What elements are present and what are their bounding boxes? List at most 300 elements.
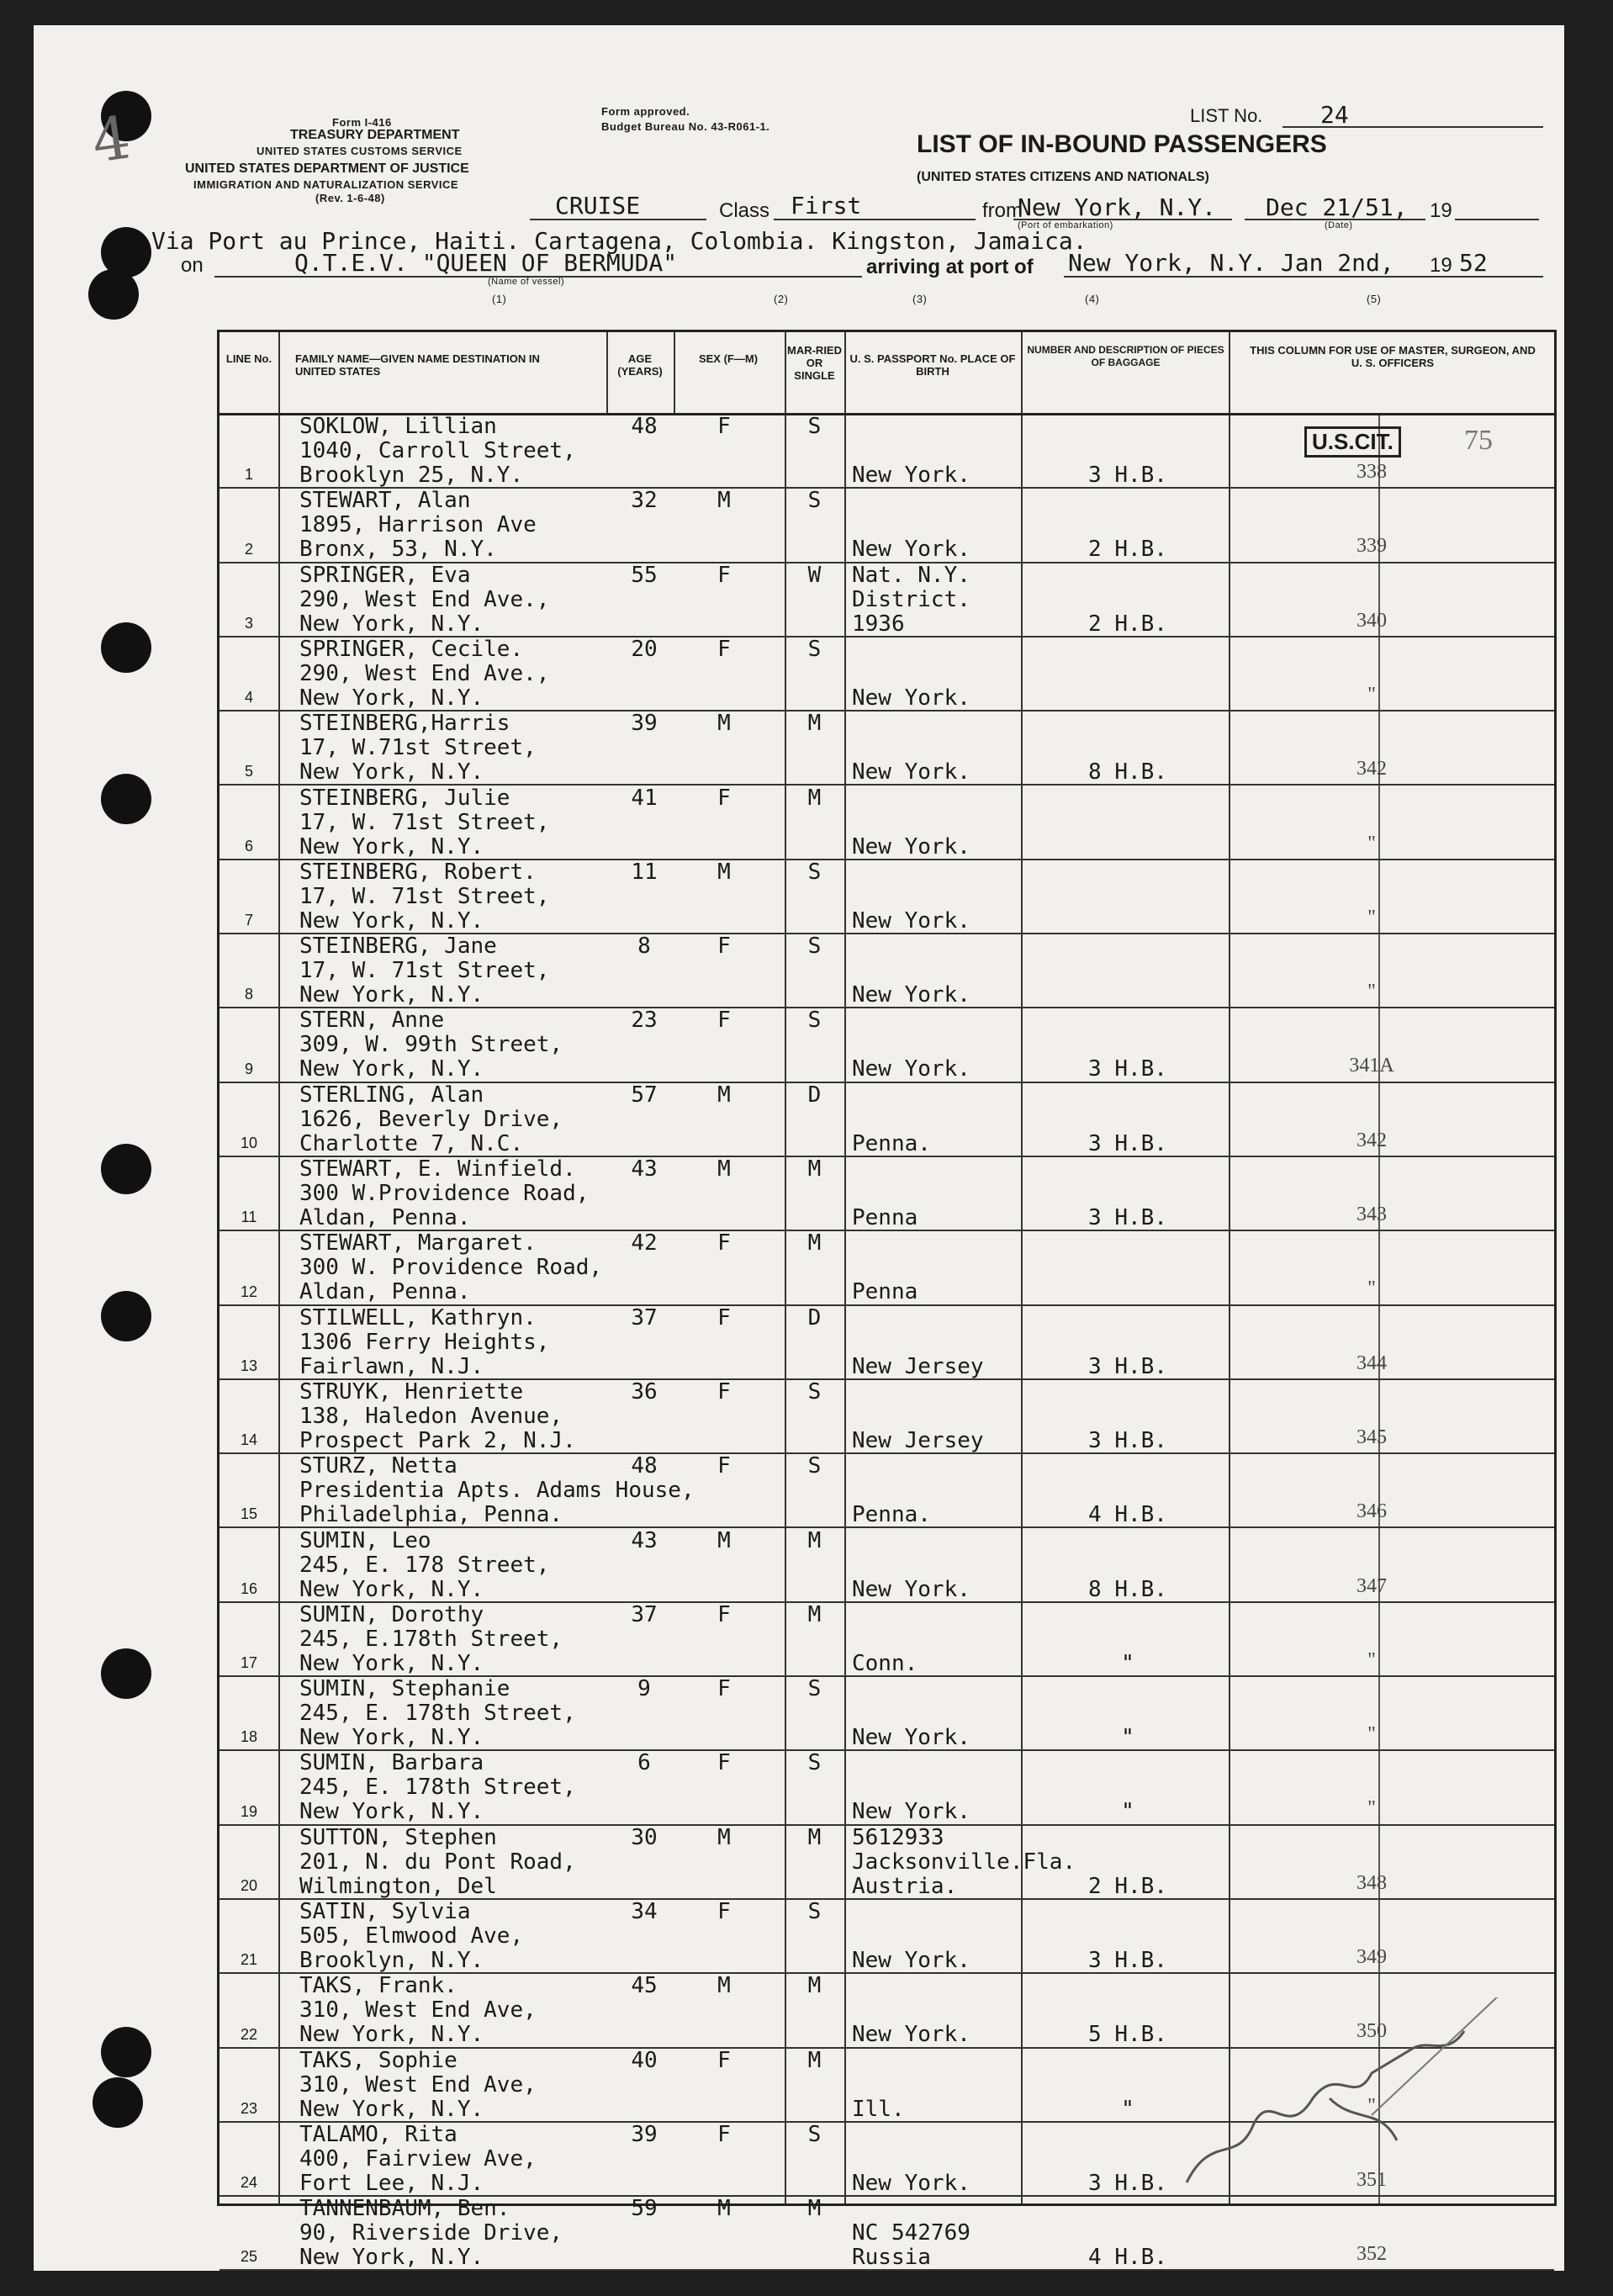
passenger-name: STEWART, Margaret. [299,1230,537,1256]
passenger-name: TANNENBAUM, Ben. [299,2196,510,2222]
sex: F [717,934,731,960]
officer-number: " [1367,2094,1376,2117]
col-num-3: (3) [912,293,928,305]
passport-line-2: NC 542769 [852,2220,970,2246]
address-line-1: 1306 Ferry Heights, [299,1329,550,1355]
binder-hole [101,2027,151,2077]
officer-number: " [1367,683,1376,706]
manifest-page [34,25,1564,2271]
address-line-2: New York, N.Y. [299,1725,484,1751]
sex: F [717,1304,731,1331]
age: 34 [631,1899,658,1924]
marital-status: S [807,1453,822,1479]
line-number: 15 [240,1505,258,1523]
age: 45 [631,1973,658,1999]
table-row [219,1527,1554,1603]
passenger-name: STERLING, Alan [299,1082,484,1108]
treasury-dept: TREASURY DEPARTMENT [290,128,460,142]
sex: F [717,1750,731,1776]
baggage: 2 H.B. [1088,611,1167,637]
birthplace: Russia [852,2245,931,2271]
address-line-1: 310, West End Ave, [299,2071,537,2098]
address-line-1: 290, West End Ave., [299,660,550,686]
age: 57 [631,1082,658,1108]
sex: F [717,562,731,588]
officer-number: " [1367,1723,1376,1746]
birthplace: New York. [852,1799,970,1825]
marital-status: M [807,2047,822,2073]
year-prefix: 19 [1430,199,1452,222]
address-line-2: New York, N.Y. [299,907,484,934]
passenger-name: TAKS, Frank. [299,1973,457,1999]
age: 23 [631,1008,658,1034]
passenger-name: SATIN, Sylvia [299,1899,471,1924]
baggage: 3 H.B. [1088,463,1167,488]
passport-line-2: Jacksonville.Fla. [852,1849,1076,1875]
justice-dept: UNITED STATES DEPARTMENT OF JUSTICE [185,161,469,176]
marital-status: S [807,1750,822,1776]
line-number: 2 [244,540,253,558]
address-line-2: Fairlawn, N.J. [299,1353,484,1379]
officer-number: 344 [1357,1352,1387,1374]
address-line-1: 505, Elmwood Ave, [299,1923,524,1949]
officer-number: 341A [1349,1055,1394,1077]
passenger-name: STILWELL, Kathryn. [299,1304,537,1331]
sex: M [717,1527,731,1553]
marital-status: M [807,2196,822,2222]
passport-line-1: 5612933 [852,1824,944,1850]
address-line-1: 290, West End Ave., [299,586,550,612]
line-number: 20 [240,1876,258,1894]
passenger-name: STEINBERG, Jane [299,934,497,960]
col-num-2: (2) [774,293,789,305]
birthplace: New York. [852,759,970,786]
table-row [219,1452,1554,1528]
age: 48 [631,1453,658,1479]
col-num-1: (1) [492,293,507,305]
officer-number: 345 [1357,1426,1387,1448]
marital-status: M [807,785,822,811]
table-row [219,1082,1554,1157]
line-number: 10 [240,1134,258,1151]
pencil-mark: 75 [1464,425,1493,456]
sex: M [717,1156,731,1182]
address-line-2: New York, N.Y. [299,1576,484,1602]
binder-hole [101,622,151,673]
sex: F [717,636,731,662]
address-line-2: Brooklyn 25, N.Y. [299,463,524,488]
age: 36 [631,1378,658,1405]
marital-status: D [807,1082,822,1108]
table-row [219,1304,1554,1380]
line-number: 13 [240,1357,258,1374]
address-line-2: New York, N.Y. [299,685,484,711]
baggage: 4 H.B. [1088,1502,1167,1528]
sex: M [717,859,731,885]
address-line-1: 90, Riverside Drive, [299,2220,563,2246]
address-line-2: New York, N.Y. [299,982,484,1008]
marital-status: M [807,711,822,737]
marital-status: S [807,1378,822,1405]
passenger-name: STEWART, Alan [299,488,471,514]
age: 55 [631,562,658,588]
sex: M [717,2196,731,2222]
embarkation-port: New York, N.Y. [1018,193,1217,221]
line-number: 12 [240,1283,258,1300]
address-line-2: New York, N.Y. [299,1799,484,1825]
age: 6 [637,1750,651,1776]
class-label: Class [719,199,770,222]
line-number: 7 [244,912,253,929]
sex: F [717,1008,731,1034]
passenger-name: TAKS, Sophie [299,2047,457,2073]
passenger-name: STEWART, E. Winfield. [299,1156,576,1182]
line-number: 4 [244,689,253,706]
marital-status: W [807,562,822,588]
line-number: 23 [240,2099,258,2117]
date-caption: (Date) [1325,220,1353,230]
binder-hole [88,269,139,320]
passenger-name: STERN, Anne [299,1008,445,1034]
passport-line-1: Nat. N.Y. [852,562,970,588]
form-subtitle: (UNITED STATES CITIZENS AND NATIONALS) [917,170,1209,184]
list-label: LIST No. [1190,105,1263,126]
binder-hole [101,1291,151,1341]
officer-number: 343 [1357,1204,1387,1225]
ins-service: IMMIGRATION AND NATURALIZATION SERVICE [193,178,459,191]
us-citizen-stamp: U.S.CIT. [1304,426,1401,458]
budget-bureau: Budget Bureau No. 43-R061-1. [601,120,770,133]
officer-number: 348 [1357,1871,1387,1894]
passenger-name: SPRINGER, Eva [299,562,471,588]
table-row [219,1898,1554,1974]
address-line-2: New York, N.Y. [299,1056,484,1082]
marital-status: S [807,934,822,960]
sex: F [717,1378,731,1405]
table-row [219,933,1554,1008]
sex: F [717,1230,731,1256]
birthplace: New York. [852,907,970,934]
binder-hole [101,1648,151,1699]
address-line-1: 309, W. 99th Street, [299,1032,563,1058]
marital-status: S [807,1008,822,1034]
baggage: 5 H.B. [1088,2022,1167,2048]
officer-signature [1161,1997,1540,2199]
address-line-2: Fort Lee, N.J. [299,2170,484,2196]
passenger-name: SUMIN, Dorothy [299,1601,484,1627]
marital-status: M [807,1156,822,1182]
birthplace: Conn. [852,1650,918,1676]
class-rule [774,219,976,220]
address-line-2: Prospect Park 2, N.J. [299,1427,576,1453]
vessel-name: Q.T.E.V. "QUEEN OF BERMUDA" [294,249,678,277]
rev-date: (Rev. 1-6-48) [315,192,385,204]
header-married: MAR-RIED OR SINGLE [787,344,842,382]
table-row [219,1156,1554,1231]
sex: F [717,2121,731,2147]
year-rule [1455,219,1539,220]
header-baggage: NUMBER AND DESCRIPTION OF PIECES OF BAGGAGE [1027,344,1224,368]
birthplace: New York. [852,982,970,1008]
address-line-1: 245, E.178th Street, [299,1626,563,1652]
officer-number: 339 [1357,535,1387,558]
line-number: 11 [241,1209,257,1226]
table-row [219,859,1554,934]
passenger-name: STRUYK, Henriette [299,1378,524,1405]
baggage: 3 H.B. [1088,2170,1167,2196]
officer-number: " [1367,1648,1376,1671]
sex: M [717,1082,731,1108]
address-line-1: 300 W.Providence Road, [299,1181,590,1206]
line-number: 6 [244,837,253,854]
table-row [219,1378,1554,1454]
officer-number: 338 [1357,461,1387,483]
line-number: 17 [240,1654,258,1672]
age: 39 [631,2121,658,2147]
marital-status: M [807,1230,822,1256]
from-label: from [982,199,1023,222]
birthplace: Penna. [852,1130,931,1156]
line-number: 24 [240,2174,258,2192]
birthplace: Penna [852,1205,918,1230]
birthplace: New York. [852,1576,970,1602]
age: 37 [631,1601,658,1627]
baggage: 3 H.B. [1088,1056,1167,1082]
birthplace: Ill. [852,2096,905,2122]
arrival-year: 52 [1459,249,1488,277]
address-line-2: New York, N.Y. [299,611,484,637]
birthplace: Austria. [852,1873,958,1899]
officer-number: " [1367,981,1376,1003]
passenger-name: STEINBERG, Robert. [299,859,537,885]
line-number: 8 [244,986,253,1003]
marital-status: S [807,2121,822,2147]
officer-number: 351 [1357,2168,1387,2191]
table-row [219,1749,1554,1825]
officer-number: 350 [1357,2020,1387,2043]
line-number: 22 [240,2025,258,2043]
col-num-5: (5) [1367,293,1382,305]
address-line-2: Wilmington, Del [299,1873,497,1899]
birthplace: New York. [852,2170,970,2196]
age: 43 [631,1527,658,1553]
passenger-name: STURZ, Netta [299,1453,457,1479]
baggage: 3 H.B. [1088,1205,1167,1230]
address-line-2: Bronx, 53, N.Y. [299,537,497,563]
table-row [219,636,1554,712]
address-line-1: Presidentia Apts. Adams House, [299,1478,695,1504]
line-number: 16 [240,1579,258,1597]
baggage: 4 H.B. [1088,2245,1167,2271]
passenger-name: SUMIN, Stephanie [299,1676,510,1702]
officer-number: 346 [1357,1500,1387,1523]
baggage: 3 H.B. [1088,1427,1167,1453]
age: 37 [631,1304,658,1331]
line-number: 19 [240,1802,258,1820]
age: 30 [631,1824,658,1850]
form-title: LIST OF IN-BOUND PASSENGERS [917,130,1327,158]
officer-number: " [1367,906,1376,928]
officer-number: " [1367,832,1376,854]
via-ports: Via Port au Prince, Haiti. Cartagena, Colombia. Kingston, Jamaica. [151,227,1087,255]
baggage: " [1121,2096,1134,2122]
officer-number: " [1367,1797,1376,1820]
marital-status: S [807,636,822,662]
sex: M [717,711,731,737]
address-line-1: 138, Haledon Avenue, [299,1403,563,1429]
baggage: 3 H.B. [1088,1130,1167,1156]
header-sex: SEX (F—M) [698,352,759,365]
line-number: 18 [240,1728,258,1746]
table-row [219,1675,1554,1751]
age: 42 [631,1230,658,1256]
binder-hole [101,774,151,824]
officer-number: 349 [1357,1946,1387,1968]
address-line-2: Brooklyn, N.Y. [299,1948,484,1973]
birthplace: Penna. [852,1502,931,1528]
birthplace: New York. [852,463,970,488]
address-line-1: 17, W. 71st Street, [299,958,550,984]
col-num-4: (4) [1085,293,1100,305]
birthplace: 1936 [852,611,905,637]
list-number: 24 [1320,101,1349,129]
birthplace: Penna [852,1279,918,1305]
address-line-2: Aldan, Penna. [299,1279,471,1305]
age: 8 [637,934,651,960]
address-line-1: 1626, Beverly Drive, [299,1106,563,1132]
passenger-name: SOKLOW, Lillian [299,414,497,439]
table-row [219,785,1554,860]
line-number: 1 [244,466,253,484]
birthplace: New Jersey [852,1427,984,1453]
passenger-name: TALAMO, Rita [299,2121,457,2147]
table-header [219,332,1554,415]
line-number: 9 [244,1060,253,1077]
address-line-1: 245, E. 178th Street, [299,1775,576,1801]
arrival-port: New York, N.Y. Jan 2nd, [1068,249,1394,277]
baggage: " [1121,1799,1134,1825]
table-row [219,1230,1554,1305]
sex: M [717,1824,731,1850]
baggage: 3 H.B. [1088,1948,1167,1973]
passenger-name: SUTTON, Stephen [299,1824,497,1850]
birthplace: New Jersey [852,1353,984,1379]
address-line-1: 17, W. 71st Street, [299,809,550,835]
marital-status: S [807,1676,822,1702]
header-line: LINE No. [225,352,272,365]
line-number: 3 [244,614,253,632]
table-row [219,1824,1554,1900]
age: 39 [631,711,658,737]
departure-date: Dec 21/51, [1266,193,1408,221]
cruise-rule [530,219,706,220]
form-number: Form I-416 [332,116,392,129]
marital-status: M [807,1973,822,1999]
list-rule [1282,126,1543,128]
birthplace: New York. [852,537,970,563]
birthplace: New York. [852,1948,970,1973]
passenger-name: SUMIN, Leo [299,1527,431,1553]
age: 41 [631,785,658,811]
header-name: FAMILY NAME—GIVEN NAME DESTINATION IN UNITED STATES [295,352,540,378]
baggage: 8 H.B. [1088,1576,1167,1602]
birthplace: New York. [852,1725,970,1751]
address-line-2: Philadelphia, Penna. [299,1502,563,1528]
arrival-year-prefix: 19 [1430,254,1452,277]
age: 59 [631,2196,658,2222]
sex: F [717,414,731,439]
address-line-2: Charlotte 7, N.C. [299,1130,524,1156]
sex: F [717,1601,731,1627]
address-line-1: 400, Fairview Ave, [299,2145,537,2172]
officer-number: 352 [1357,2243,1387,2266]
class-value: First [791,192,862,220]
birthplace: New York. [852,2022,970,2048]
table-row [219,2195,1554,2271]
marital-status: S [807,1899,822,1924]
table-row [219,1007,1554,1082]
cruise-label: CRUISE [555,192,641,220]
passenger-name: STEINBERG,Harris [299,711,510,737]
binder-hole [101,1144,151,1194]
birthplace: New York. [852,833,970,860]
address-line-2: New York, N.Y. [299,833,484,860]
address-line-1: 245, E. 178 Street, [299,1552,550,1578]
line-number: 5 [244,763,253,780]
marital-status: M [807,1527,822,1553]
line-number: 25 [240,2248,258,2266]
sex: F [717,785,731,811]
officer-number: 342 [1357,758,1387,780]
marital-status: D [807,1304,822,1331]
baggage: 2 H.B. [1088,1873,1167,1899]
address-line-1: 1040, Carroll Street, [299,438,576,463]
age: 20 [631,636,658,662]
address-line-2: New York, N.Y. [299,759,484,786]
age: 48 [631,414,658,439]
arrival-rule [1064,276,1543,278]
line-number: 14 [240,1431,258,1449]
sex: F [717,1899,731,1924]
passenger-name: SPRINGER, Cecile. [299,636,524,662]
sex: M [717,1973,731,1999]
address-line-1: 17, W.71st Street, [299,735,537,761]
header-officers: THIS COLUMN FOR USE OF MASTER, SURGEON, AND U. S. OFFICERS [1250,344,1536,369]
marital-status: M [807,1601,822,1627]
passenger-table [217,330,1557,2271]
passport-line-2: District. [852,586,970,612]
page-mark: 4 [87,103,135,177]
address-line-2: New York, N.Y. [299,2022,484,2048]
passenger-name: SUMIN, Barbara [299,1750,484,1776]
age: 43 [631,1156,658,1182]
birthplace: New York. [852,685,970,711]
birthplace: New York. [852,1056,970,1082]
address-line-2: New York, N.Y. [299,2245,484,2271]
sex: F [717,2047,731,2073]
header-age: AGE (YEARS) [617,352,663,378]
table-row [219,487,1554,563]
marital-status: M [807,1824,822,1850]
baggage: 8 H.B. [1088,759,1167,786]
sex: M [717,488,731,514]
baggage: 2 H.B. [1088,537,1167,563]
embark-caption: (Port of embarkation) [1018,220,1113,230]
address-line-2: Aldan, Penna. [299,1205,471,1230]
customs-service: UNITED STATES CUSTOMS SERVICE [256,145,463,157]
sex: F [717,1676,731,1702]
address-line-1: 201, N. du Pont Road, [299,1849,576,1875]
